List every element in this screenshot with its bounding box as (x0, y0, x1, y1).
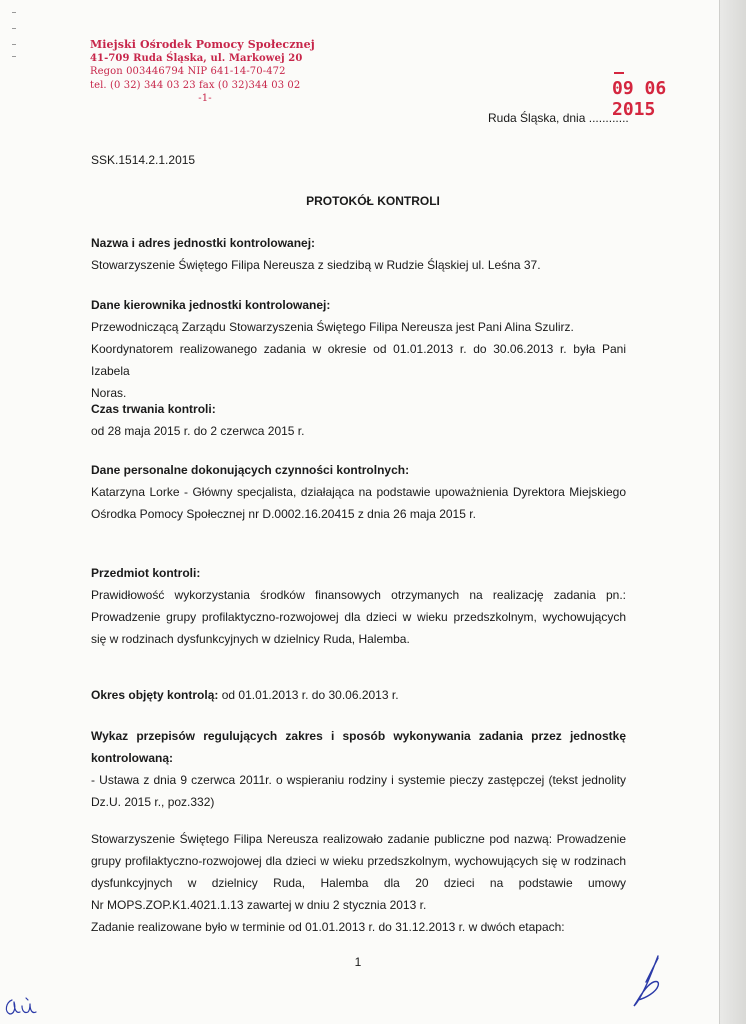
section-line: grupy profilaktyczno-rozwojowej dla dzieci w wieku przedszkolnym, wychowujących się w rodzinach (91, 854, 626, 868)
section-line: się w rodzinach dysfunkcyjnych w dzielnicy Ruda, Halemba. (91, 632, 410, 646)
page-number: 1 (354, 955, 362, 969)
section-body: od 28 maja 2015 r. do 2 czerwca 2015 r. (91, 424, 305, 438)
section-heading: Dane personalne dokonujących czynności kontrolnych: (91, 463, 410, 477)
scan-edge (719, 0, 746, 1024)
section-body: od 01.01.2013 r. do 30.06.2013 r. (218, 688, 399, 702)
section-line: Nr MOPS.ZOP.K1.4021.1.13 zawartej w dniu 2 stycznia 2013 r. (91, 898, 427, 912)
stamp-line-number: -1- (198, 93, 212, 104)
section-line: Koordynatorem realizowanego zadania w okresie od 01.01.2013 r. do 30.06.2013 r. była Pani Izabela (91, 342, 626, 378)
section-unit (91, 232, 626, 276)
institution-stamp (90, 38, 315, 106)
date-stamp-value: 09 06 2015 (612, 78, 667, 120)
stamp-line-phone: tel. (0 32) 344 03 23 fax (0 32)344 03 02 (90, 79, 301, 91)
section-heading: Okres objęty kontrolą: (91, 688, 219, 702)
document-title: PROTOKÓŁ KONTROLI (306, 194, 440, 208)
section-heading: Dane kierownika jednostki kontrolowanej: (91, 298, 331, 312)
section-line: - Ustawa z dnia 9 czerwca 2011r. o wspieraniu rodziny i systemie pieczy zastępczej (tekst jednolity (91, 773, 626, 787)
section-body: Stowarzyszenie Świętego Filipa Nereusza z siedzibą w Rudzie Śląskiej ul. Leśna 37. (91, 258, 541, 272)
section-subject (91, 562, 626, 650)
section-head (91, 294, 626, 404)
section-line: Ośrodka Pomocy Społecznej nr D.0002.16.20415 z dnia 26 maja 2015 r. (91, 507, 476, 521)
section-line: Stowarzyszenie Świętego Filipa Nereusza realizowało zadanie publiczne pod nazwą: Prowadzenie (91, 832, 626, 846)
section-inspectors (91, 459, 626, 525)
section-duration (91, 398, 626, 442)
section-heading: kontrolowaną: (91, 751, 174, 765)
section-heading: Wykaz przepisów regulujących zakres i sposób wykonywania zadania przez jednostkę (91, 729, 626, 743)
section-regulations (91, 725, 626, 813)
stamp-line-regon: Regon 003446794 NIP 641-14-70-472 (90, 66, 286, 77)
section-line: Noras. (91, 386, 127, 400)
section-line: Prawidłowość wykorzystania środków finansowych otrzymanych na realizację zadania pn.: (91, 588, 626, 602)
section-line: dysfunkcyjnych w dzielnicy Ruda, Halemba dla 20 dzieci na podstawie umowy (91, 876, 626, 890)
section-heading: Nazwa i adres jednostki kontrolowanej: (91, 236, 316, 250)
corner-initials (2, 992, 42, 1020)
section-line: Prowadzenie grupy profilaktyczno-rozwojowej dla dzieci w wieku przedszkolnym, wychowujących (91, 610, 626, 624)
section-realization (91, 828, 626, 938)
section-line: Przewodniczącą Zarządu Stowarzyszenia Świętego Filipa Nereusza jest Pani Alina Szulirz. (91, 320, 574, 334)
section-line: Katarzyna Lorke - Główny specjalista, działająca na podstawie upoważnienia Dyrektora Miejskiego (91, 485, 626, 499)
section-heading: Przedmiot kontroli: (91, 566, 201, 580)
scan-marks (12, 10, 22, 60)
place-date: Ruda Śląska, dnia ............ (488, 111, 629, 125)
reference-number: SSK.1514.2.1.2015 (91, 153, 196, 167)
section-line: Dz.U. 2015 r., poz.332) (91, 795, 215, 809)
signature-initials (624, 952, 672, 1012)
section-period (91, 684, 626, 706)
section-heading: Czas trwania kontroli: (91, 402, 216, 416)
section-line: Zadanie realizowane było w terminie od 01.01.2013 r. do 31.12.2013 r. w dwóch etapach: (91, 920, 565, 934)
stamp-line-name: Miejski Ośrodek Pomocy Społecznej (90, 38, 315, 51)
stamp-line-address: 41-709 Ruda Śląska, ul. Markowej 20 (90, 52, 303, 64)
